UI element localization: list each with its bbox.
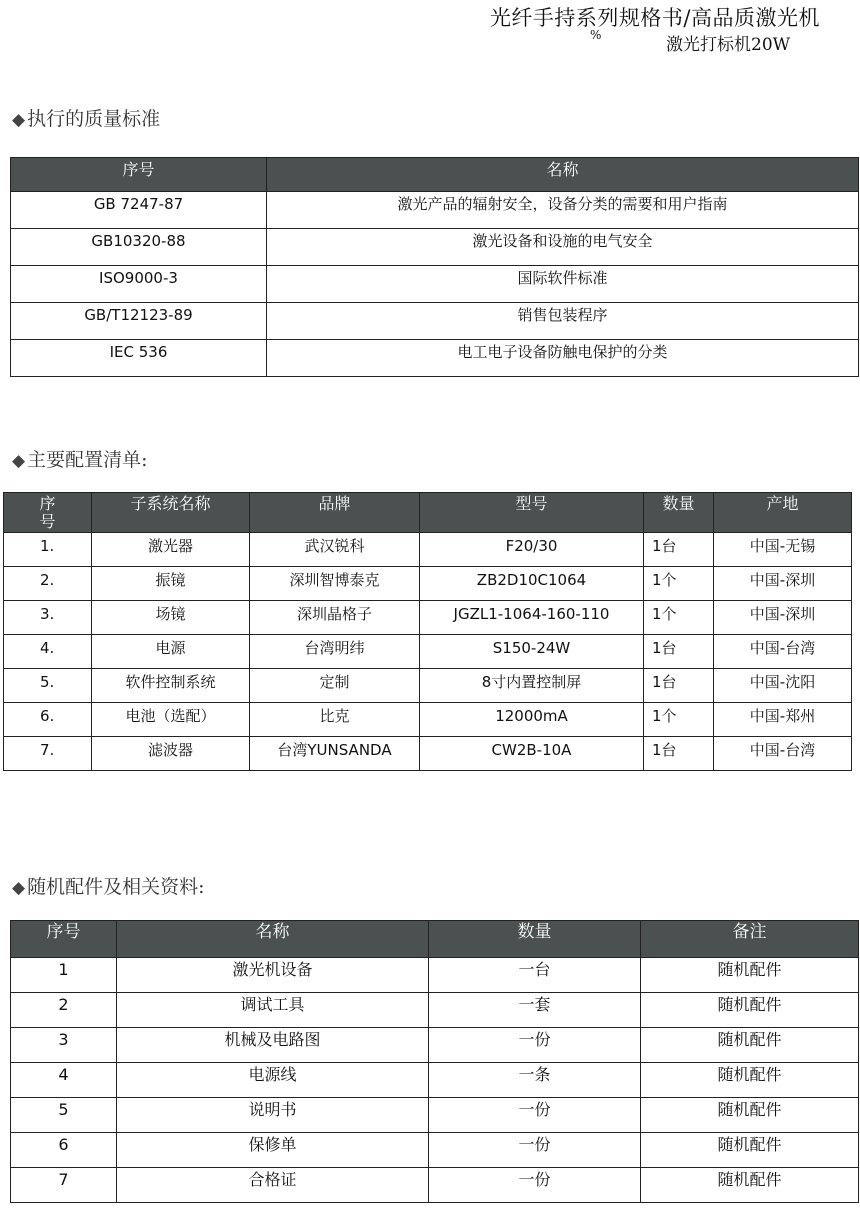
table-cell: 中国-台湾	[714, 737, 852, 771]
table-row	[4, 533, 852, 567]
table-cell: 7.	[4, 737, 92, 771]
percent-mark: %	[590, 28, 602, 42]
table-cell: 电源线	[117, 1063, 429, 1098]
table-cell: 中国-深圳	[714, 601, 852, 635]
table-cell: 随机配件	[641, 1028, 859, 1063]
table-cell: IEC 536	[11, 340, 267, 377]
table-cell: 5.	[4, 669, 92, 703]
table-cell: 8寸内置控制屏	[420, 669, 644, 703]
table-row	[4, 669, 852, 703]
table-cell: 电工电子设备防触电保护的分类	[267, 340, 859, 377]
table-row	[11, 1168, 859, 1203]
table-cell: 随机配件	[641, 1098, 859, 1133]
table-cell: ISO9000-3	[11, 266, 267, 303]
table-cell: 定制	[250, 669, 420, 703]
table-cell: 随机配件	[641, 993, 859, 1028]
table-cell: 3	[11, 1028, 117, 1063]
table-cell: 2	[11, 993, 117, 1028]
document-title: 光纤手持系列规格书/高品质激光机	[489, 6, 820, 30]
model-name: 激光打标机20W	[666, 35, 791, 55]
column-header: 品牌	[250, 493, 420, 533]
table-cell: 机械及电路图	[117, 1028, 429, 1063]
column-header: 名称	[117, 921, 429, 958]
table-cell: 台湾明纬	[250, 635, 420, 669]
table-cell: 国际软件标准	[267, 266, 859, 303]
diamond-bullet-icon: ◆	[12, 110, 26, 130]
column-header: 数量	[429, 921, 641, 958]
table-row	[11, 958, 859, 993]
table-cell: 深圳晶格子	[250, 601, 420, 635]
table-cell: 中国-沈阳	[714, 669, 852, 703]
table-cell: 中国-无锡	[714, 533, 852, 567]
table-cell: 1个	[644, 703, 714, 737]
table-cell: 随机配件	[641, 1063, 859, 1098]
table-cell: 合格证	[117, 1168, 429, 1203]
table-cell: 说明书	[117, 1098, 429, 1133]
table-cell: 随机配件	[641, 1133, 859, 1168]
table-cell: 5	[11, 1098, 117, 1133]
table-cell: 武汉锐科	[250, 533, 420, 567]
column-header: 序号	[11, 921, 117, 958]
table-cell: F20/30	[420, 533, 644, 567]
table-row	[4, 601, 852, 635]
table-cell: 保修单	[117, 1133, 429, 1168]
table-cell: S150-24W	[420, 635, 644, 669]
table-cell: 随机配件	[641, 1168, 859, 1203]
table-cell: 一份	[429, 1133, 641, 1168]
table-cell: 调试工具	[117, 993, 429, 1028]
table-row	[11, 229, 859, 266]
column-header: 数量	[644, 493, 714, 533]
section-title-text: 主要配置清单:	[27, 449, 148, 471]
column-header: 名称	[267, 158, 859, 192]
table-row	[11, 1098, 859, 1133]
diamond-bullet-icon: ◆	[12, 451, 26, 471]
table-cell: 中国-深圳	[714, 567, 852, 601]
table-header-row	[11, 158, 859, 192]
standards-table	[10, 157, 859, 377]
table-row	[11, 340, 859, 377]
table-cell: 4.	[4, 635, 92, 669]
column-header: 产地	[714, 493, 852, 533]
table-row	[11, 1063, 859, 1098]
table-cell: 台湾YUNSANDA	[250, 737, 420, 771]
table-cell: 1个	[644, 567, 714, 601]
table-cell: 激光器	[92, 533, 250, 567]
table-cell: 2.	[4, 567, 92, 601]
table-row	[11, 993, 859, 1028]
table-cell: 振镜	[92, 567, 250, 601]
table-cell: 3.	[4, 601, 92, 635]
table-header-row	[11, 921, 859, 958]
table-cell: GB 7247-87	[11, 192, 267, 229]
table-cell: 一份	[429, 1028, 641, 1063]
table-row	[11, 192, 859, 229]
table-cell: 电源	[92, 635, 250, 669]
table-cell: 软件控制系统	[92, 669, 250, 703]
section-title-accessories	[12, 872, 204, 899]
column-header: 型号	[420, 493, 644, 533]
table-header-row	[4, 493, 852, 533]
table-row	[11, 1133, 859, 1168]
table-cell: 深圳智博泰克	[250, 567, 420, 601]
table-cell: 1	[11, 958, 117, 993]
table-cell: 一份	[429, 1168, 641, 1203]
table-row	[4, 635, 852, 669]
table-cell: 一台	[429, 958, 641, 993]
table-row	[4, 567, 852, 601]
column-header: 序号	[4, 493, 92, 533]
table-cell: 4	[11, 1063, 117, 1098]
table-cell: ZB2D10C1064	[420, 567, 644, 601]
table-cell: 电池（选配）	[92, 703, 250, 737]
table-cell: 随机配件	[641, 958, 859, 993]
table-cell: 销售包装程序	[267, 303, 859, 340]
table-cell: 1台	[644, 635, 714, 669]
table-row	[4, 703, 852, 737]
table-cell: 一套	[429, 993, 641, 1028]
table-cell: 场镜	[92, 601, 250, 635]
table-cell: GB10320-88	[11, 229, 267, 266]
table-cell: 中国-郑州	[714, 703, 852, 737]
table-cell: 激光产品的辐射安全，设备分类的需要和用户指南	[267, 192, 859, 229]
table-cell: 1个	[644, 601, 714, 635]
table-cell: JGZL1-1064-160-110	[420, 601, 644, 635]
table-row	[11, 266, 859, 303]
config-table	[3, 492, 852, 771]
table-row	[4, 737, 852, 771]
table-row	[11, 1028, 859, 1063]
table-cell: 1.	[4, 533, 92, 567]
table-row	[11, 303, 859, 340]
table-cell: CW2B-10A	[420, 737, 644, 771]
table-cell: 比克	[250, 703, 420, 737]
table-cell: 6	[11, 1133, 117, 1168]
table-cell: 6.	[4, 703, 92, 737]
table-cell: 1台	[644, 669, 714, 703]
section-title-config	[12, 445, 147, 472]
table-cell: 滤波器	[92, 737, 250, 771]
table-cell: 一份	[429, 1098, 641, 1133]
section-title-text: 随机配件及相关资料:	[27, 876, 205, 898]
table-cell: 激光机设备	[117, 958, 429, 993]
table-cell: 激光设备和设施的电气安全	[267, 229, 859, 266]
table-cell: 7	[11, 1168, 117, 1203]
diamond-bullet-icon: ◆	[12, 878, 26, 898]
table-cell: 1台	[644, 533, 714, 567]
table-cell: 12000mA	[420, 703, 644, 737]
column-header: 子系统名称	[92, 493, 250, 533]
table-cell: GB/T12123-89	[11, 303, 267, 340]
table-cell: 一条	[429, 1063, 641, 1098]
accessories-table	[10, 920, 859, 1203]
table-cell: 1台	[644, 737, 714, 771]
column-header: 序号	[11, 158, 267, 192]
section-title-standards	[12, 104, 160, 131]
section-title-text: 执行的质量标准	[27, 108, 161, 130]
table-cell: 中国-台湾	[714, 635, 852, 669]
column-header: 备注	[641, 921, 859, 958]
